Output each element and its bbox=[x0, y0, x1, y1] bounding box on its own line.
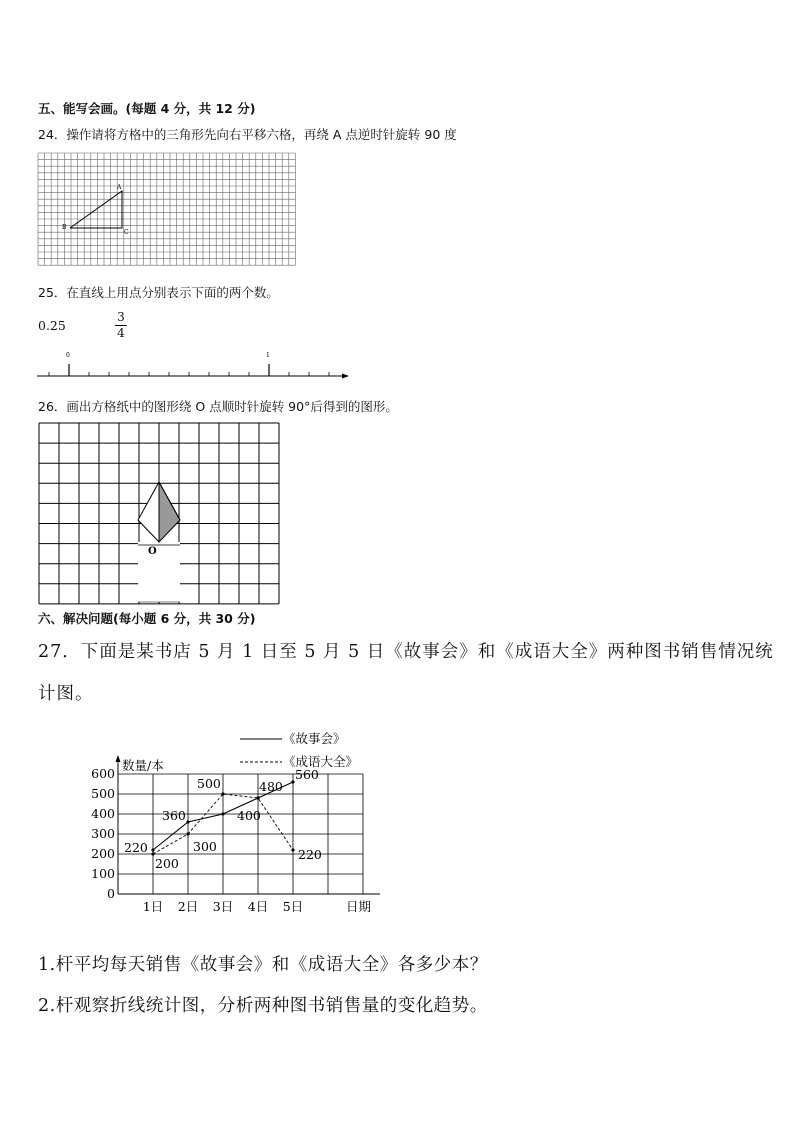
chart-grid bbox=[118, 774, 363, 894]
x-tick-label: 4日 bbox=[247, 899, 269, 914]
data-point bbox=[151, 848, 154, 851]
y-tick-label: 500 bbox=[91, 786, 115, 801]
q26-shape-shaded bbox=[159, 482, 180, 542]
x-axis-label: 日期 bbox=[346, 899, 372, 914]
q26-shape-outline bbox=[138, 482, 159, 542]
y-axis-label: 数量/本 bbox=[122, 758, 164, 773]
data-point bbox=[291, 848, 294, 851]
y-tick-label: 0 bbox=[107, 886, 115, 901]
legend-label: 《故事会》 bbox=[283, 731, 346, 746]
data-point bbox=[221, 812, 224, 815]
q25-fraction bbox=[113, 310, 129, 340]
y-tick-label: 200 bbox=[91, 846, 115, 861]
q24-grid-figure bbox=[37, 152, 301, 270]
sales-line-chart bbox=[80, 727, 380, 922]
data-label: 360 bbox=[162, 808, 186, 823]
q25-denominator: 4 bbox=[117, 326, 125, 340]
y-tick-label: 600 bbox=[91, 766, 115, 781]
q27-line2: 计图。 bbox=[38, 684, 94, 704]
chart-labels bbox=[91, 758, 371, 914]
data-label: 220 bbox=[298, 847, 322, 862]
q24-label-c: C bbox=[124, 229, 129, 236]
data-label: 500 bbox=[197, 776, 221, 791]
q27-sub2: 2.杆观察折线统计图，分析两种图书销售量的变化趋势。 bbox=[38, 996, 488, 1016]
x-tick-label: 1日 bbox=[142, 899, 164, 914]
q26-point-o: O bbox=[148, 546, 157, 557]
data-label: 220 bbox=[124, 840, 148, 855]
data-label: 300 bbox=[193, 839, 217, 854]
section5-title: 五、能写会画。(每题 4 分，共 12 分) bbox=[38, 101, 256, 116]
section6-title: 六、解决问题(每小题 6 分，共 30 分) bbox=[38, 611, 256, 626]
q25-numerator: 3 bbox=[117, 310, 125, 324]
y-tick-label: 100 bbox=[91, 866, 115, 881]
q26-grid-figure bbox=[38, 422, 282, 606]
q27-line1: 27．下面是某书店 5 月 1 日至 5 月 5 日《故事会》和《成语大全》两种图书销售情况统 bbox=[38, 642, 774, 662]
q24-label-b: B bbox=[62, 224, 67, 231]
chart-legend bbox=[240, 731, 358, 769]
q27-sub1: 1.杆平均每天销售《故事会》和《成语大全》各多少本？ bbox=[38, 955, 488, 975]
y-tick-label: 400 bbox=[91, 806, 115, 821]
y-tick-label: 300 bbox=[91, 826, 115, 841]
chart-axes bbox=[116, 755, 381, 897]
data-point bbox=[256, 796, 259, 799]
data-label: 560 bbox=[295, 767, 319, 782]
data-label: 400 bbox=[237, 808, 261, 823]
q24-label-a: A bbox=[117, 184, 122, 191]
data-label: 200 bbox=[155, 856, 179, 871]
q24-grid bbox=[38, 153, 295, 265]
data-label: 480 bbox=[259, 779, 283, 794]
data-point bbox=[221, 792, 224, 795]
x-tick-label: 2日 bbox=[177, 899, 199, 914]
q24-text: 24．操作请将方格中的三角形先向右平移六格，再绕 A 点逆时针旋转 90 度 bbox=[38, 127, 457, 142]
x-tick-label: 5日 bbox=[282, 899, 304, 914]
q26-text: 26．画出方格纸中的图形绕 O 点顺时针旋转 90°后得到的图形。 bbox=[38, 399, 398, 414]
data-point bbox=[186, 832, 189, 835]
q25-text: 25．在直线上用点分别表示下面的两个数。 bbox=[38, 285, 279, 300]
x-tick-label: 3日 bbox=[212, 899, 234, 914]
q25-tick0-label: 0 bbox=[66, 352, 70, 359]
q25-value1: 0.25 bbox=[38, 318, 66, 333]
data-point bbox=[186, 820, 189, 823]
q25-tick1-label: 1 bbox=[266, 352, 270, 359]
q25-number-line bbox=[35, 348, 355, 382]
legend-label: 《成语大全》 bbox=[283, 754, 359, 769]
